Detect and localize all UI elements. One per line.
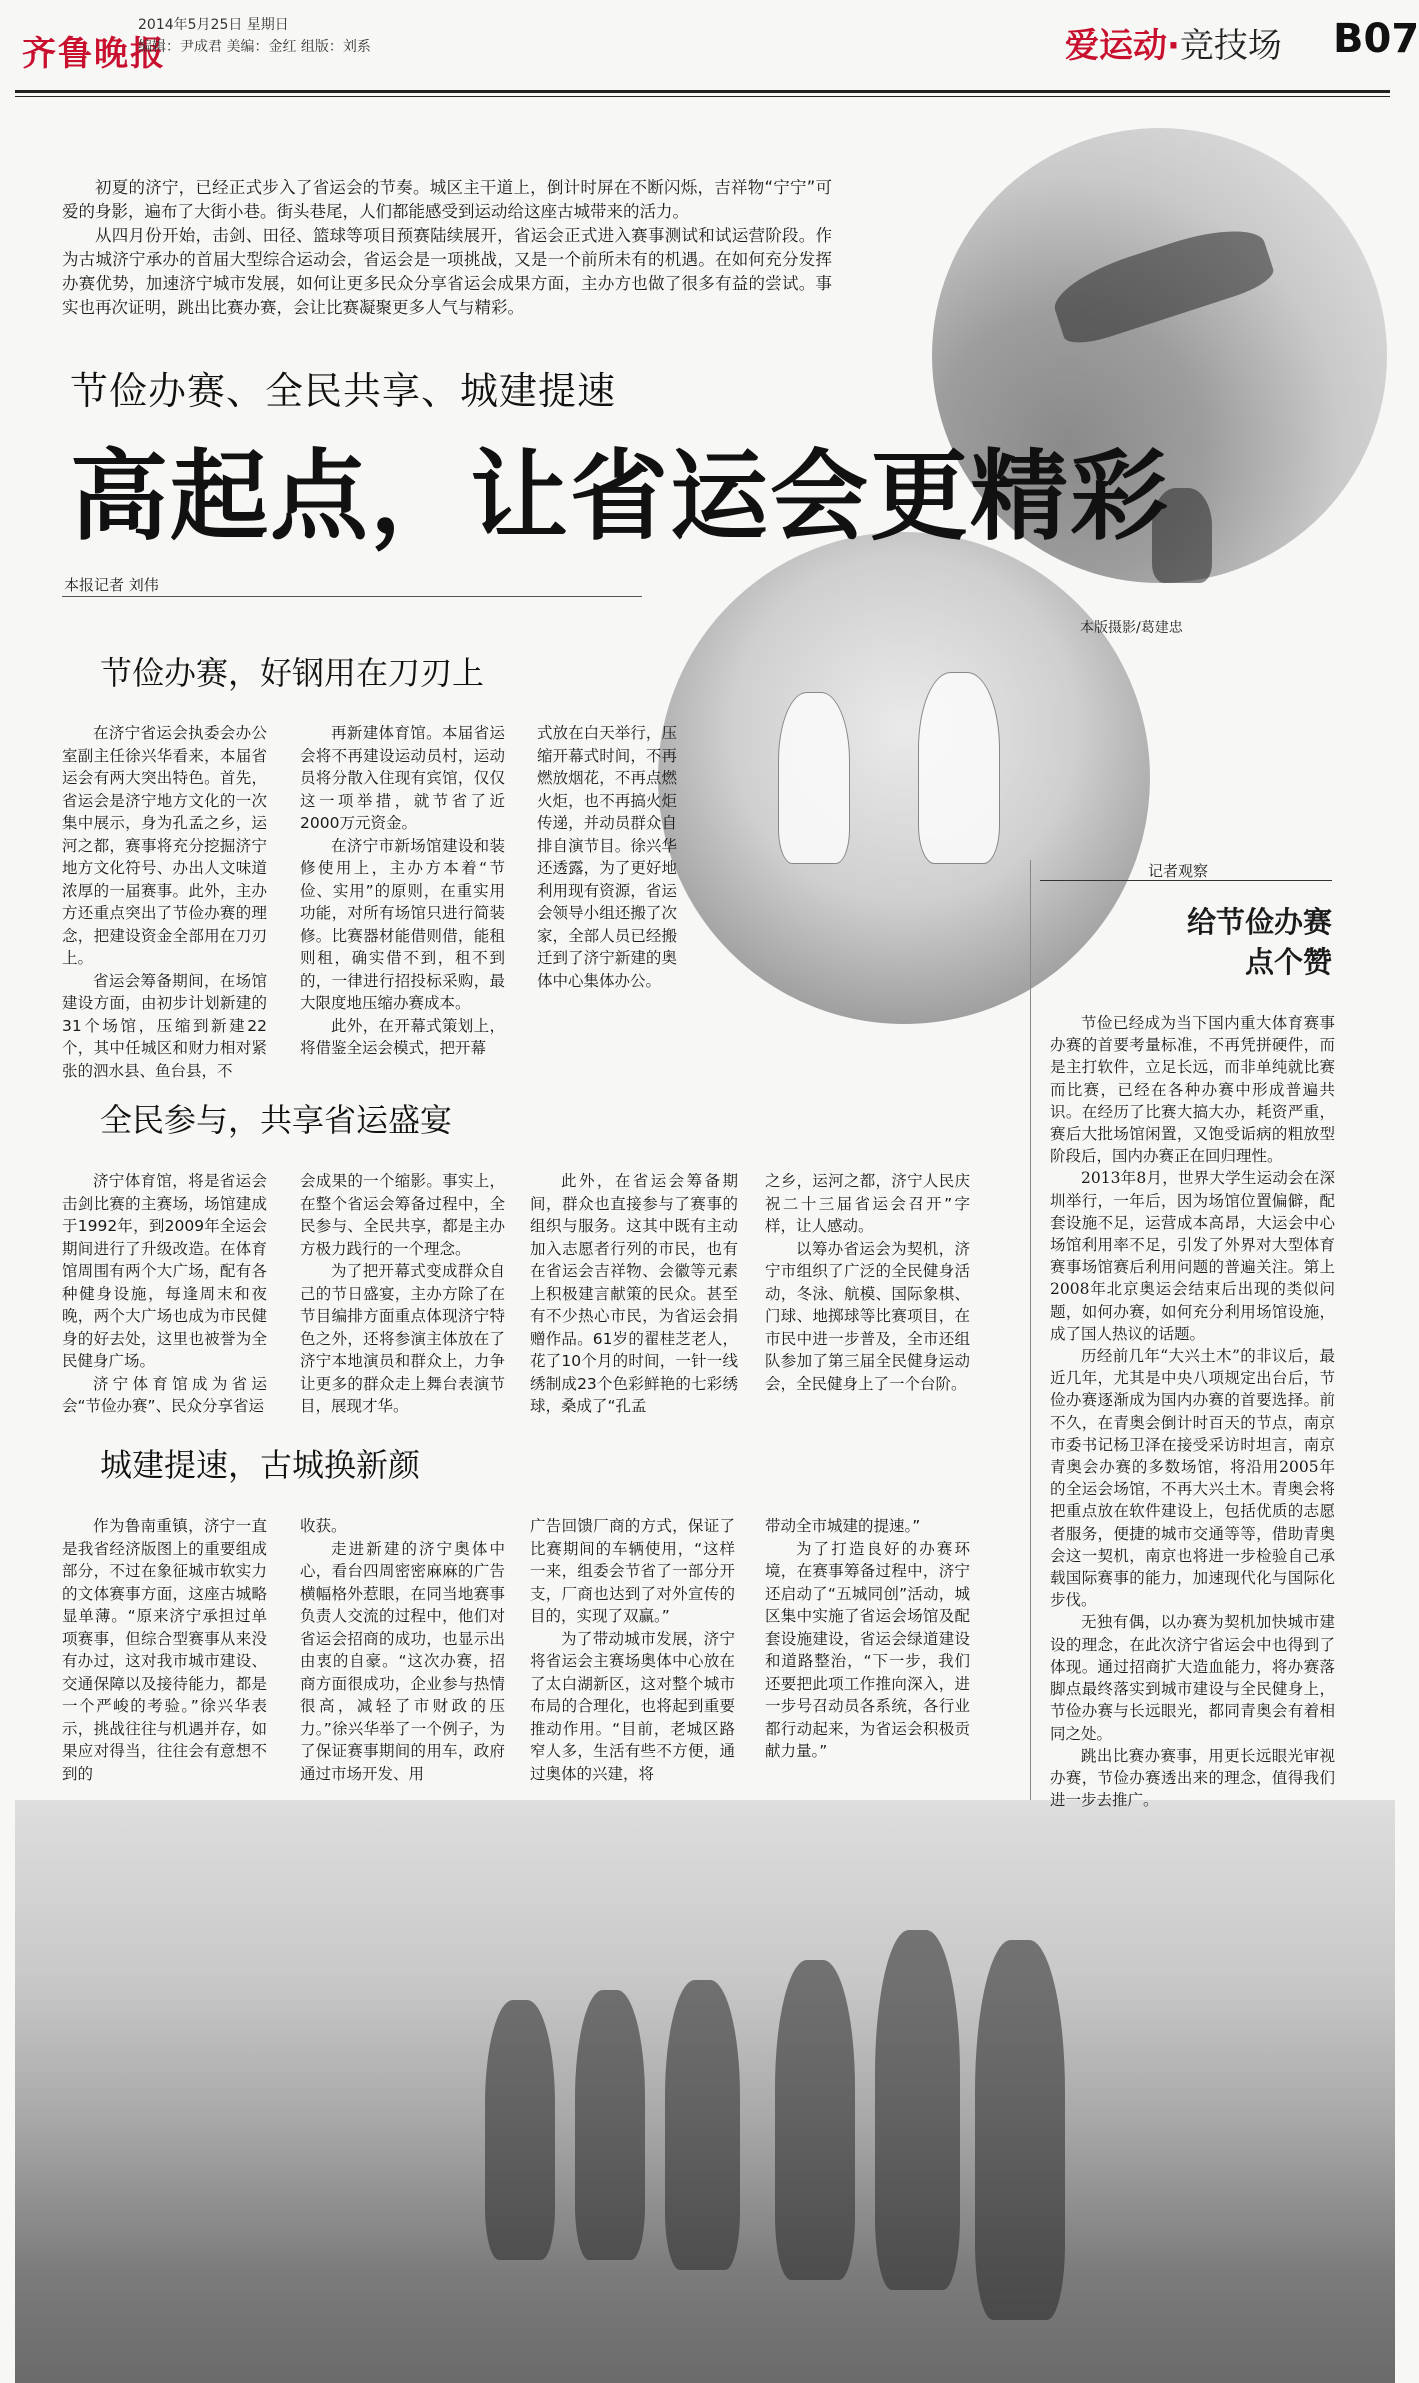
paragraph: 会成果的一个缩影。事实上，在整个省运会筹备过程中，全民参与、全民共享，都是主办方极力践行的一个理念。 bbox=[300, 1172, 505, 1258]
paragraph: 此外，在开幕式策划上，将借鉴全运会模式，把开幕 bbox=[300, 1016, 505, 1057]
section-title: 节俭办赛，好钢用在刀刃上 bbox=[100, 654, 485, 692]
paragraph: 在济宁市新场馆建设和装修使用上，主办方本着“节俭、实用”的原则，在重实用功能，对所有场馆只进行简装修。比赛器材能借则借，能租则租，确实借不到，租不到的，一律进行招投标采购，最大限度地压缩办赛成本。 bbox=[300, 836, 505, 1012]
paragraph: 济宁体育馆成为省运会“节俭办赛”、民众分享省运 bbox=[62, 1374, 267, 1415]
article-column bbox=[300, 722, 505, 1060]
observation-title-line: 给节俭办赛 bbox=[1186, 905, 1332, 939]
paragraph: 收获。 bbox=[300, 1517, 347, 1535]
paragraph: 跳出比赛办赛事，用更长远眼光审视办赛，节俭办赛透出来的理念，值得我们进一步去推广。 bbox=[1050, 1746, 1335, 1810]
paragraph: 济宁体育馆，将是省运会击剑比赛的主赛场，场馆建成于1992年，到2009年全运会期间进行了升级改造。在体育馆周围有两个大广场，配有各种健身设施，每逢周末和夜晚，两个大广场也成为市民健身的好去处，这里也被誉为全民健身广场。 bbox=[62, 1172, 267, 1370]
observation-body bbox=[1050, 1012, 1335, 1811]
section-name bbox=[1065, 18, 1282, 67]
article-column bbox=[530, 1170, 738, 1418]
paragraph: 式放在白天举行，压缩开幕式时间，不再燃放烟花，不再点燃火炬，也不再搞火炬传递，并动员群众自排自演节目。徐兴华还透露，为了更好地利用现有资源，省运会领导小组还搬了次家，全部人员已经搬迁到了济宁新建的奥体中心集体办公。 bbox=[537, 724, 677, 990]
header-rule bbox=[15, 90, 1390, 93]
running-race-photo bbox=[15, 1800, 1395, 2383]
observation-title-line: 点个赞 bbox=[1244, 945, 1332, 979]
page-number: B07 bbox=[1333, 16, 1419, 62]
fencing-photo bbox=[648, 522, 1160, 1034]
masthead-meta bbox=[138, 14, 371, 58]
article-column bbox=[62, 722, 267, 1082]
issue-date: 2014年5月25日 星期日 bbox=[138, 17, 289, 33]
article-column bbox=[537, 722, 677, 992]
article-column bbox=[765, 1170, 970, 1395]
article-column bbox=[765, 1515, 970, 1763]
paragraph: 再新建体育馆。本届省运会将不再建设运动员村，运动员将分散入住现有宾馆，仅仅这一项举措，就节省了近2000万元资金。 bbox=[300, 724, 505, 832]
column-divider bbox=[1030, 860, 1031, 1800]
section-title: 城建提速，古城换新颜 bbox=[100, 1446, 421, 1484]
section-title: 全民参与，共享省运盛宴 bbox=[100, 1101, 453, 1139]
article-column bbox=[300, 1170, 505, 1418]
paragraph: 此外，在省运会筹备期间，群众也直接参与了赛事的组织与服务。这其中既有主动加入志愿者行列的市民，也有在省运会吉祥物、会徽等元素上积极建言献策的民众。甚至有不少热心市民，为省运会捐赠作品。61岁的翟桂芝老人，花了10个月的时间，一针一线绣制成23个色彩鲜艳的七彩绣球，桑成了“孔孟 bbox=[530, 1172, 738, 1415]
paragraph: 无独有偶，以办赛为契机加快城市建设的理念，在此次济宁省运会中也得到了体现。通过招商扩大造血能力，将办赛落脚点最终落实到城市建设与全民健身上，节俭办赛与长远眼光，都同青奥会有着相同之处。 bbox=[1050, 1613, 1335, 1743]
paragraph: 节俭已经成为当下国内重大体育赛事办赛的首要考量标准，不再凭拼硬件，而是主打软件，立足长远，而非单纯就比赛而比赛，已经在各种办赛中形成普遍共识。在经历了比赛大搞大办，耗资严重，赛后大批场馆闲置，又饱受诟病的粗放型阶段后，国内办赛正在回归理性。 bbox=[1050, 1014, 1335, 1166]
article-column bbox=[62, 1515, 267, 1785]
observation-title bbox=[1110, 902, 1332, 982]
section-name-sub: 竞技场 bbox=[1179, 26, 1282, 66]
article-column bbox=[530, 1515, 735, 1785]
header-rule-thin bbox=[15, 96, 1390, 97]
newspaper-logo: 齐鲁晚报 bbox=[22, 34, 166, 74]
intro-paragraph: 初夏的济宁，已经正式步入了省运会的节奏。城区主干道上，倒计时屏在不断闪烁，吉祥物“宁宁”可爱的身影，遍布了大街小巷。街头巷尾，人们都能感受到运动给这座古城带来的活力。 bbox=[62, 178, 832, 221]
intro-text bbox=[62, 176, 832, 320]
paragraph: 历经前几年“大兴土木”的非议后，最近几年，尤其是中央八项规定出台后，节俭办赛逐渐成为国内办赛的首要选择。前不久，在青奥会倒计时百天的节点，南京市委书记杨卫泽在接受采访时坦言，南京青奥会办赛的多数场馆，将沿用2005年的全运会场馆，不再大兴土木。青奥会将把重点放在软件建设上，包括优质的志愿者服务，便捷的城市交通等等，借助青奥会这一契机，南京也将进一步检验自己承载国际赛事的能力，加速现代化与国际化步伐。 bbox=[1050, 1347, 1335, 1610]
subheadline: 节俭办赛、全民共享、城建提速 bbox=[70, 369, 617, 413]
observation-rule bbox=[1040, 880, 1332, 881]
paragraph: 在济宁省运会执委会办公室副主任徐兴华看来，本届省运会有两大突出特色。首先，省运会是济宁地方文化的一次集中展示，身为孔孟之乡，运河之都，赛事将充分挖掘济宁地方文化符号、办出人文味道浓厚的一届赛事。此外，主办方还重点突出了节俭办赛的理念，把建设资金全部用在刀刃上。 bbox=[62, 724, 267, 967]
paragraph: 2013年8月，世界大学生运动会在深圳举行，一年后，因为场馆位置偏僻，配套设施不足，运营成本高昂，大运会中心场馆利用率不足，引发了外界对大型体育赛事场馆赛后利用问题的普遍关注。第上2008年北京奥运会结束后出现的类似问题，如何办赛，如何充分利用场馆设施，成了国人热议的话题。 bbox=[1050, 1169, 1335, 1343]
headline: 高起点，让省运会更精彩 bbox=[70, 440, 1171, 554]
paragraph: 省运会筹备期间，在场馆建设方面，由初步计划新建的31个场馆，压缩到新建22个，其中任城区和财力相对紧张的泗水县、鱼台县，不 bbox=[62, 971, 267, 1080]
article-column bbox=[300, 1515, 505, 1785]
paragraph: 带动全市城建的提速。” bbox=[765, 1517, 921, 1535]
paragraph: 作为鲁南重镇，济宁一直是我省经济版图上的重要组成部分，不过在象征城市软实力的文体赛事方面，这座古城略显单薄。“原来济宁承担过单项赛事，但综合型赛事从来没有办过，这对我市城市建设、交通保障以及接待能力，都是一个严峻的考验。”徐兴华表示，挑战往往与机遇并存，如果应对得当，往往会有意想不到的 bbox=[62, 1517, 267, 1783]
section-name-main: 爱运动· bbox=[1065, 26, 1180, 66]
paragraph: 为了打造良好的办赛环境，在赛事筹备过程中，济宁还启动了“五城同创”活动，城区集中实施了省运会场馆及配套设施建设，省运会绿道建设和道路整治，“下一步，我们还要把此项工作推向深入，进一步号召动员各系统，各行业都行动起来，为省运会积极贡献力量。” bbox=[765, 1539, 970, 1760]
paragraph: 为了把开幕式变成群众自己的节日盛宴，主办方除了在节目编排方面重点体现济宁特色之外，还将参演主体放在了济宁本地演员和群众上，力争让更多的群众走上舞台表演节目，展现才华。 bbox=[300, 1262, 505, 1415]
paragraph: 走进新建的济宁奥体中心，看台四周密密麻麻的广告横幅格外惹眼，在同当地赛事负责人交流的过程中，他们对省运会招商的成功，也显示出由衷的自豪。“这次办赛，招商方面很成功，企业参与热情很高，减轻了市财政的压力。”徐兴华举了一个例子，为了保证赛事期间的用车，政府通过市场开发、用 bbox=[300, 1539, 505, 1783]
paragraph: 之乡，运河之都，济宁人民庆祝二十三届省运会召开”字样，让人感动。 bbox=[765, 1172, 970, 1235]
paragraph: 广告回馈厂商的方式，保证了比赛期间的车辆使用，“这样一来，组委会节省了一部分开支，厂商也达到了对外宣传的目的，实现了双赢。” bbox=[530, 1517, 735, 1625]
paragraph: 以筹办省运会为契机，济宁市组织了广泛的全民健身活动，冬泳、航模、国际象棋、门球、地掷球等比赛项目，在市民中进一步普及，全市还组队参加了第三届全民健身运动会，全民健身上了一个台阶。 bbox=[765, 1239, 970, 1393]
article-column bbox=[62, 1170, 267, 1418]
paragraph: 为了带动城市发展，济宁将省运会主赛场奥体中心放在了太白湖新区，这对整个城市布局的合理化，也将起到重要推动作用。“目前，老城区路窄人多，生活有些不方便，通过奥体的兴建，将 bbox=[530, 1629, 735, 1783]
intro-paragraph: 从四月份开始，击剑、田径、篮球等项目预赛陆续展开，省运会正式进入赛事测试和试运营阶段。作为古城济宁承办的首届大型综合运动会，省运会是一项挑战，又是一个前所未有的机遇。在如何充分发挥办赛优势，加速济宁城市发展，如何让更多民众分享省运会成果方面，主办方也做了很多有益的尝试。事实也再次证明，跳出比赛办赛，会让比赛凝聚更多人气与精彩。 bbox=[62, 226, 832, 317]
photo-credit: 本版摄影/葛建忠 bbox=[1080, 620, 1183, 636]
byline: 本报记者 刘伟 bbox=[64, 576, 159, 594]
observation-label: 记者观察 bbox=[1148, 862, 1209, 880]
byline-rule bbox=[62, 596, 642, 597]
staff-credits: 编辑：尹成君 美编：金红 组版：刘系 bbox=[138, 39, 371, 55]
